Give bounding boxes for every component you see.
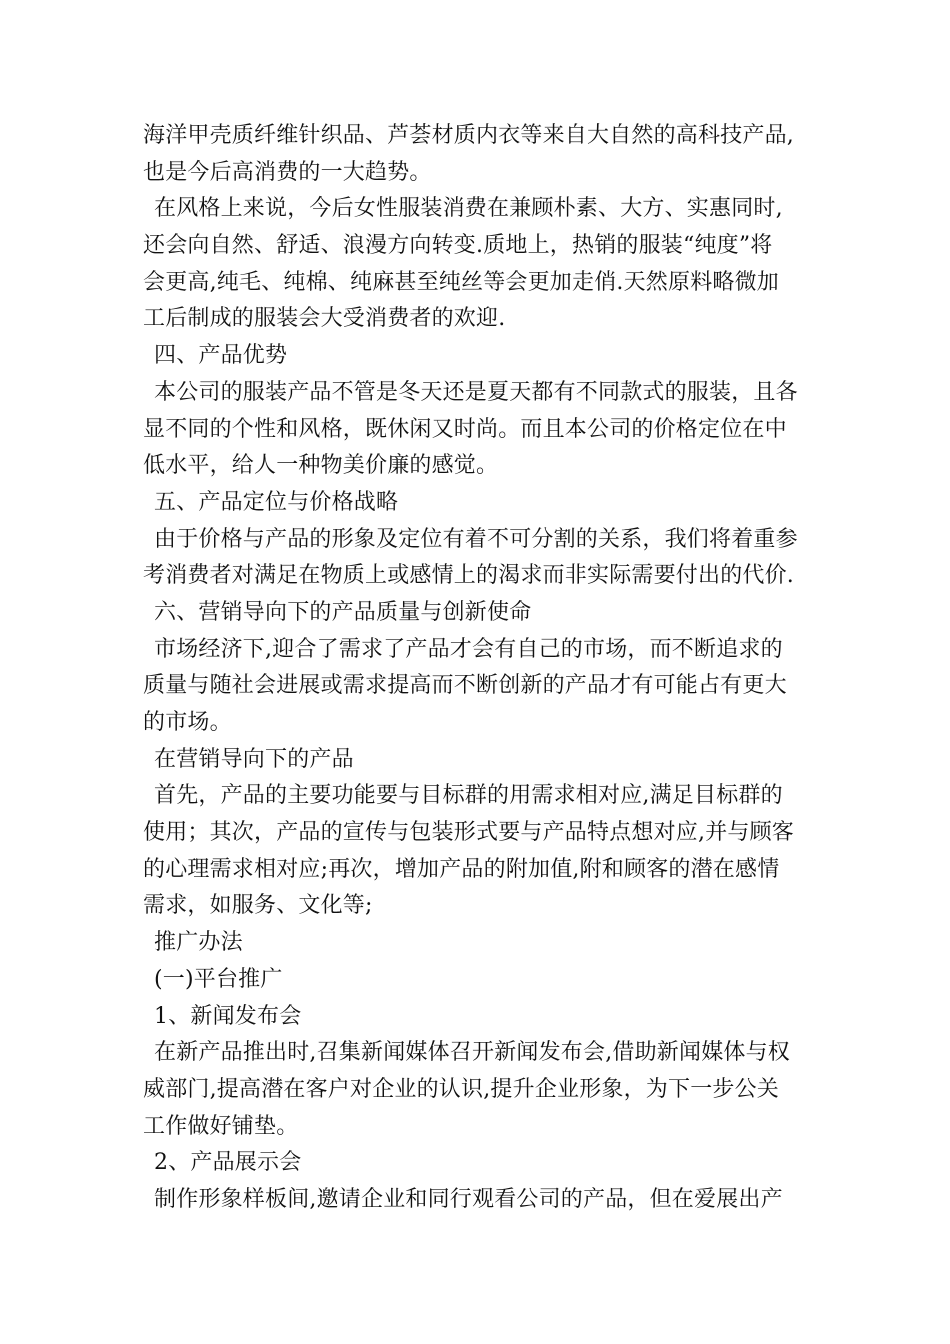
text-line: 由于价格与产品的形象及定位有着不可分割的关系，我们将着重参 [154,526,798,552]
section-heading: 六、营销导向下的产品质量与创新使命 [154,599,532,625]
text-line: 首先，产品的主要功能要与目标群的用需求相对应,满足目标群的 [154,783,783,809]
text-line: 工后制成的服装会大受消费者的欢迎. [143,306,506,332]
text-line: 本公司的服装产品不管是冬天还是夏天都有不同款式的服装，且各 [154,379,798,405]
list-item-heading: 1、新闻发布会 [154,1003,302,1029]
section-heading: 四、产品优势 [154,343,288,369]
text-line: 也是今后高消费的一大趋势。 [143,159,432,185]
text-line: 工作做好铺垫。 [143,1113,299,1139]
text-line: 使用；其次，产品的宣传与包装形式要与产品特点想对应,并与顾客 [143,820,794,846]
text-line: 的心理需求相对应;再次，增加产品的附加值,附和顾客的潜在感情 [143,856,780,882]
text-line: 质量与随社会进展或需求提高而不断创新的产品才有可能占有更大 [143,673,787,699]
text-line: 还会向自然、舒适、浪漫方向转变.质地上，热销的服装“纯度”将 [143,233,773,259]
subsection-heading: 在营销导向下的产品 [154,746,354,772]
text-line: 的市场。 [143,710,232,735]
subsection-heading: 推广办法 [154,930,243,956]
text-line: 需求，如服务、文化等; [143,893,373,919]
text-line: 会更高,纯毛、纯棉、纯麻甚至纯丝等会更加走俏.天然原料略微加 [143,269,779,295]
text-line: 制作形象样板间,邀请企业和同行观看公司的产品，但在爱展出产 [154,1186,783,1212]
document-body [143,118,815,1219]
text-line: 市场经济下,迎合了需求了产品才会有自己的市场，而不断追求的 [154,636,783,662]
section-heading: 五、产品定位与价格战略 [154,489,399,515]
text-line: 在风格上来说，今后女性服装消费在兼顾朴素、大方、实惠同时, [154,196,783,222]
text-line: 海洋甲壳质纤维针织品、芦荟材质内衣等来自大自然的高科技产品, [143,123,794,148]
text-line: 威部门,提高潜在客户对企业的认识,提升企业形象，为下一步公关 [143,1076,779,1102]
text-line: 在新产品推出时,召集新闻媒体召开新闻发布会,借助新闻媒体与权 [154,1040,790,1066]
text-line: 显不同的个性和风格，既休闲又时尚。而且本公司的价格定位在中 [143,416,787,442]
subsection-heading: (一)平台推广 [154,966,283,992]
text-line: 低水平，给人一种物美价廉的感觉。 [143,453,499,479]
list-item-heading: 2、产品展示会 [154,1150,302,1176]
text-line: 考消费者对满足在物质上或感情上的渴求而非实际需要付出的代价. [143,563,794,589]
